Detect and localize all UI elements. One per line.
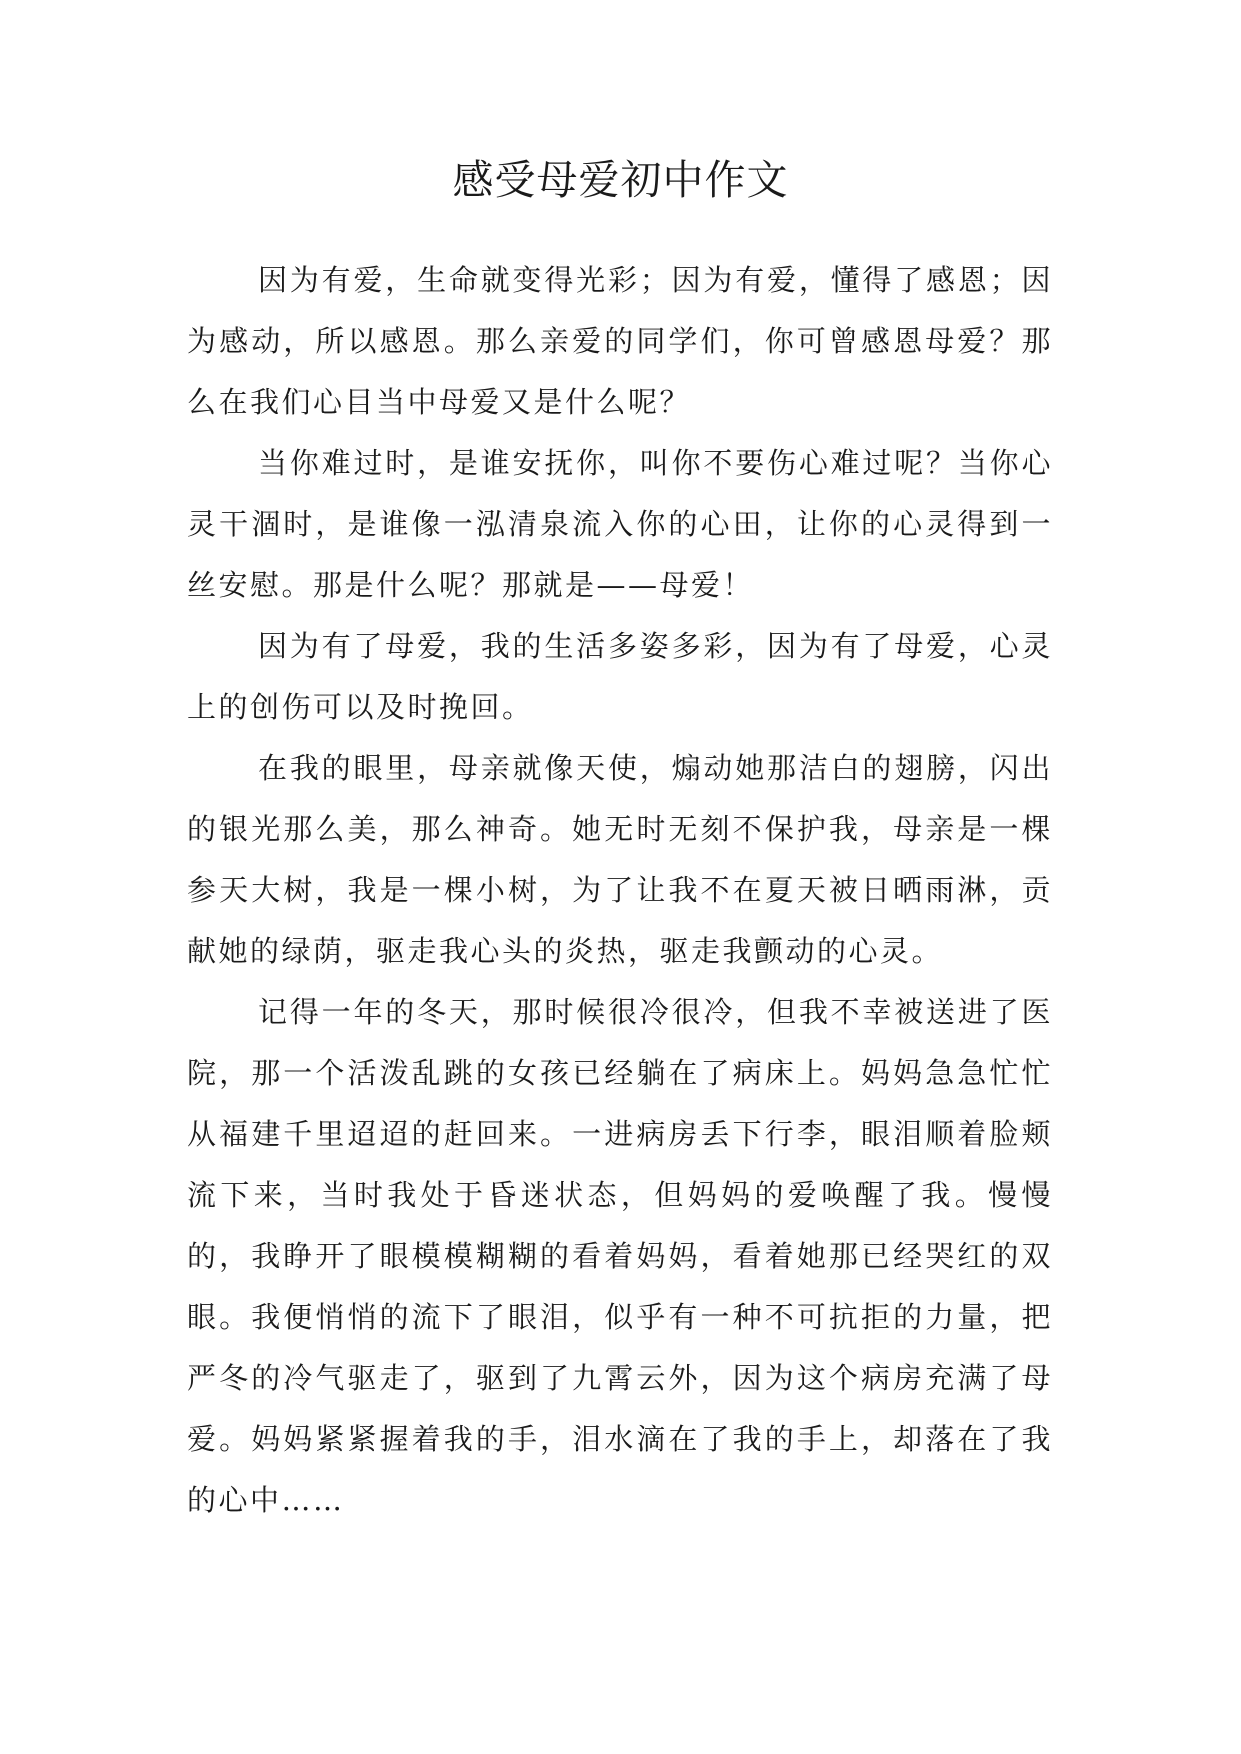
paragraph-5: 记得一年的冬天，那时候很冷很冷，但我不幸被送进了医院，那一个活泼乱跳的女孩已经躺在了病床上。妈妈急急忙忙从福建千里迢迢的赶回来。一进病房丢下行李，眼泪顺着脸颊流下来，当时我处于昏迷状态，但妈妈的爱唤醒了我。慢慢的，我睁开了眼模模糊糊的看着妈妈，看着她那已经哭红的双眼。我便悄悄的流下了眼泪，似乎有一种不可抗拒的力量，把严冬的冷气驱走了，驱到了九霄云外，因为这个病房充满了母爱。妈妈紧紧握着我的手，泪水滴在了我的手上，却落在了我的心中…… [187, 995, 1053, 1517]
paragraph-3: 因为有了母爱，我的生活多姿多彩，因为有了母爱，心灵上的创伤可以及时挽回。 [187, 629, 1053, 724]
paragraph-2: 当你难过时，是谁安抚你，叫你不要伤心难过呢？当你心灵干涸时，是谁像一泓清泉流入你的心田，让你的心灵得到一丝安慰。那是什么呢？那就是——母爱！ [187, 446, 1053, 602]
paragraph-1: 因为有爱，生命就变得光彩；因为有爱，懂得了感恩；因为感动，所以感恩。那么亲爱的同学们，你可曾感恩母爱？那么在我们心目当中母爱又是什么呢？ [187, 263, 1053, 419]
paragraph-4: 在我的眼里，母亲就像天使，煽动她那洁白的翅膀，闪出的银光那么美，那么神奇。她无时无刻不保护我，母亲是一棵参天大树，我是一棵小树，为了让我不在夏天被日晒雨淋，贡献她的绿荫，驱走我心头的炎热，驱走我颤动的心灵。 [187, 751, 1053, 968]
essay-body [187, 250, 1053, 1531]
document-title: 感受母爱初中作文 [452, 156, 789, 204]
